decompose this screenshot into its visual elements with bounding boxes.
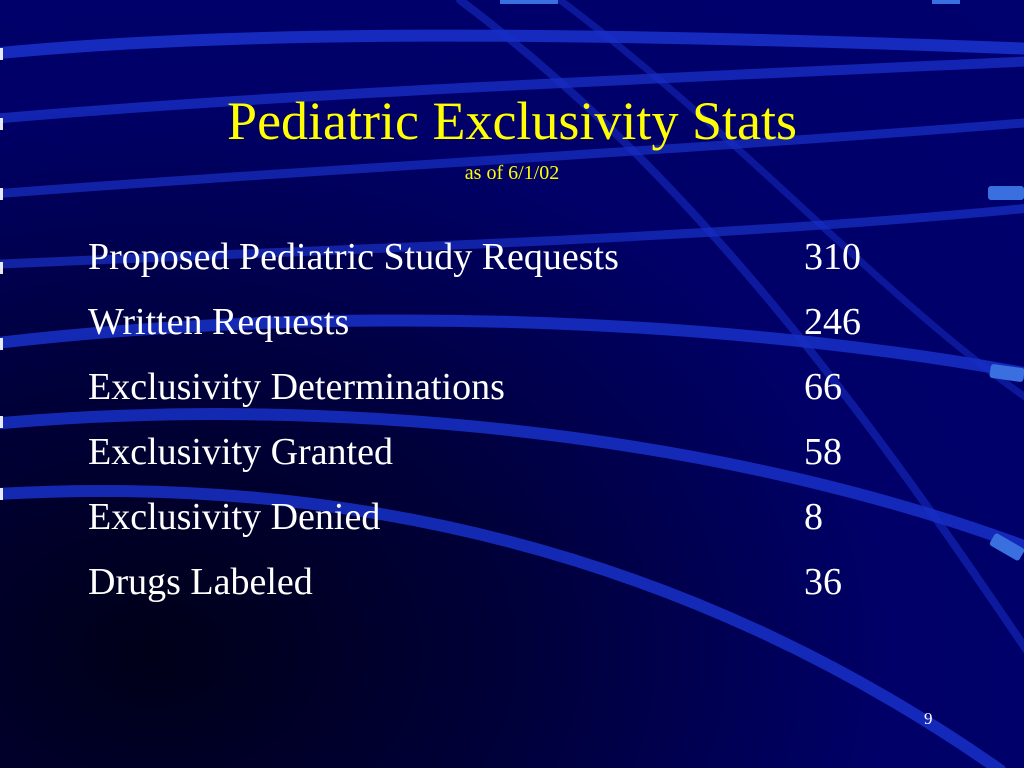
stat-row: [88, 228, 948, 293]
stat-value: 246: [804, 301, 861, 343]
bg-edge-tick: [0, 262, 3, 274]
stat-label: Exclusivity Granted: [88, 431, 393, 473]
stat-label: Exclusivity Denied: [88, 496, 381, 538]
stat-value: 310: [804, 236, 861, 278]
stat-row: [88, 293, 948, 358]
bg-edge-tick: [500, 0, 558, 4]
stats-list: [88, 228, 948, 618]
stat-label: Written Requests: [88, 301, 350, 343]
stat-value: 58: [804, 431, 842, 473]
bg-edge-tick: [988, 186, 1024, 200]
page-number: 9: [924, 709, 933, 728]
stat-label: Exclusivity Determinations: [88, 366, 505, 408]
stat-value: 36: [804, 561, 842, 603]
stat-row: [88, 488, 948, 553]
bg-edge-tick: [0, 338, 3, 350]
stat-row: [88, 553, 948, 618]
bg-edge-tick: [0, 488, 3, 500]
stat-value: 66: [804, 366, 842, 408]
bg-edge-tick: [932, 0, 960, 4]
stat-label: Drugs Labeled: [88, 561, 313, 603]
slide-title: Pediatric Exclusivity Stats: [227, 91, 797, 151]
bg-edge-tick: [0, 48, 3, 60]
stat-row: [88, 423, 948, 488]
stat-value: 8: [804, 496, 823, 538]
bg-edge-tick: [0, 188, 3, 200]
slide-subtitle: as of 6/1/02: [464, 162, 560, 184]
stat-row: [88, 358, 948, 423]
stat-label: Proposed Pediatric Study Requests: [88, 236, 619, 278]
bg-edge-tick: [0, 416, 3, 428]
